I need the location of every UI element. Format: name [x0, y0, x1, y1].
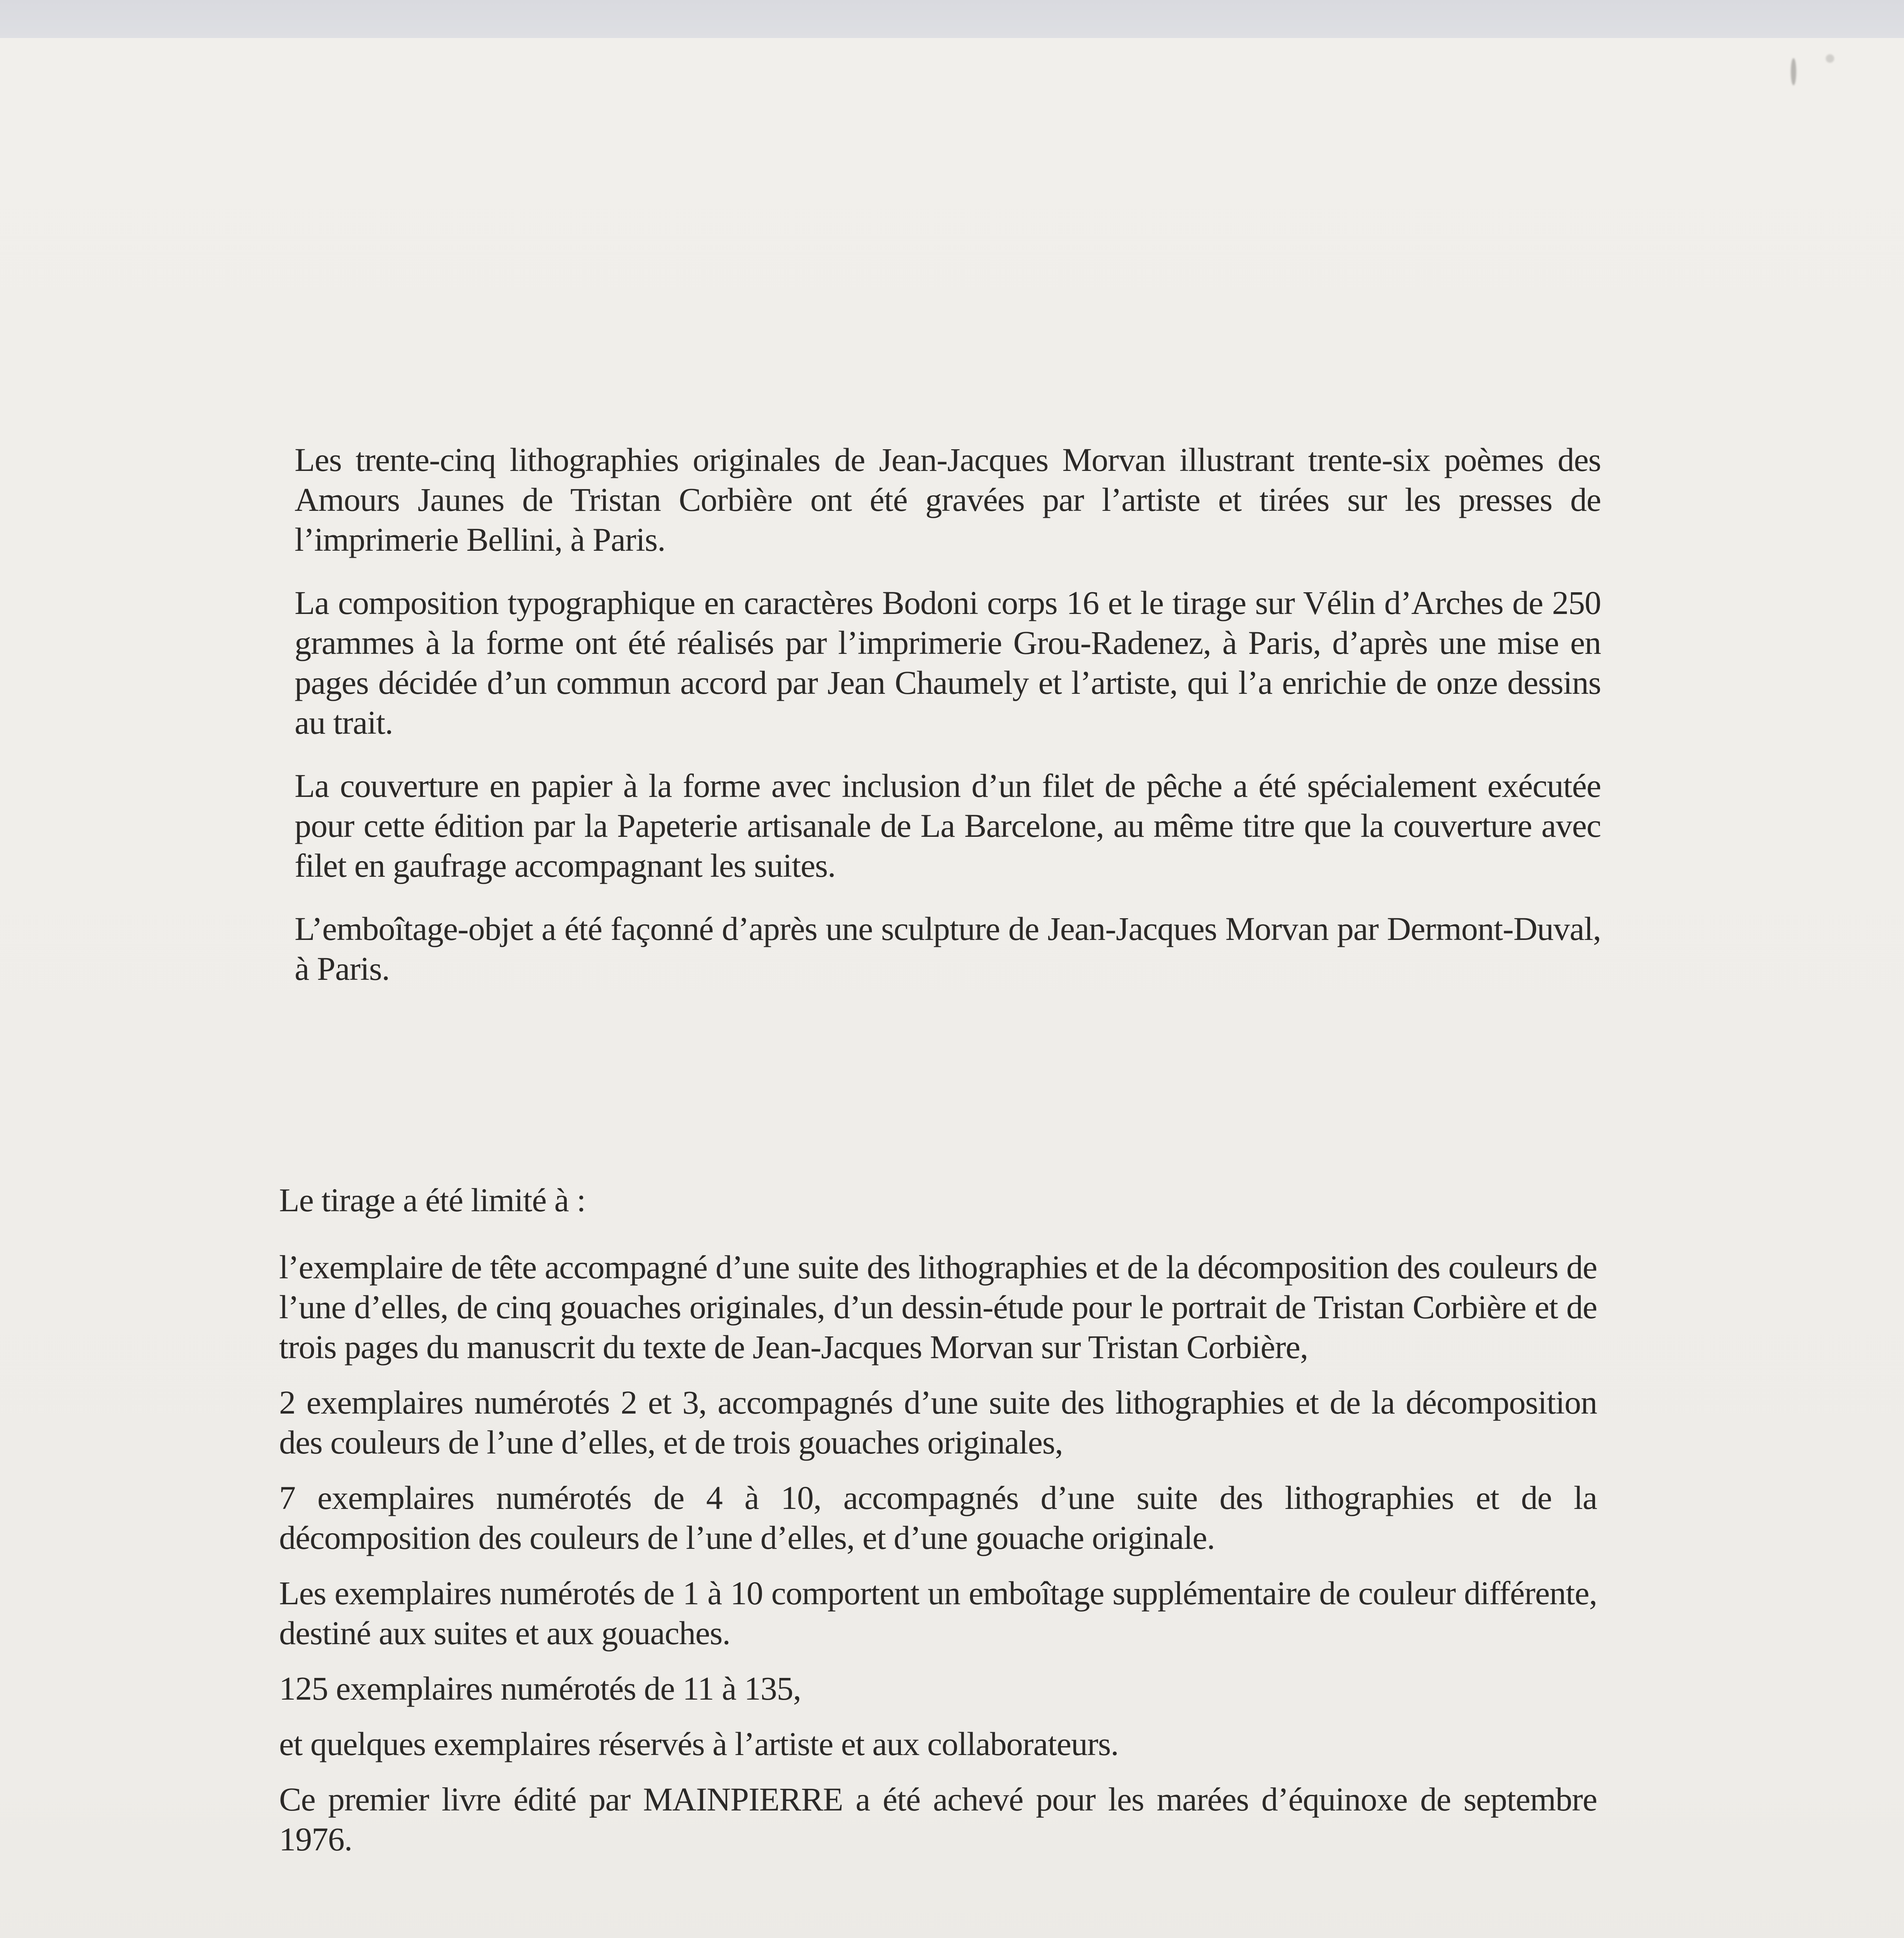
paper-blemish: [1826, 54, 1834, 63]
print-run-item: 7 exemplaires numérotés de 4 à 10, accompagnés d’une suite des lithographies et de la décomposition des couleurs de l’une d’elles, et d’une gouache originale.: [279, 1479, 1597, 1556]
colophon-paragraph-typography: La composition typographique en caractères Bodoni corps 16 et le tirage sur Vélin d’Arches de 250 grammes à la forme ont été réalisés par l’imprimerie Grou-Radenez, à Paris, d’après une mise en pages décidée d’un commun accord par Jean Chaumely et l’artiste, qui l’a enrichie de onze dessins au trait.: [295, 584, 1601, 741]
print-run-item: et quelques exemplaires réservés à l’artiste et aux collaborateurs.: [279, 1725, 1119, 1762]
colophon-paragraph-cover: La couverture en papier à la forme avec inclusion d’un filet de pêche a été spécialement exécutée pour cette édition par la Papeterie artisanale de La Barcelone, au même titre que la couverture avec filet en gaufrage accompagnant les suites.: [295, 767, 1601, 884]
print-run-item: 2 exemplaires numérotés 2 et 3, accompagnés d’une suite des lithographies et de la décomposition des couleurs de l’une d’elles, et de trois gouaches originales,: [279, 1384, 1597, 1461]
print-run-section: [279, 1180, 1597, 1859]
achevement-statement: Ce premier livre édité par MAINPIERRE a été achevé pour les marées d’équinoxe de septembre 1976.: [279, 1781, 1597, 1858]
colophon-paragraph-lithographs: Les trente-cinq lithographies originales de Jean-Jacques Morvan illustrant trente-six poèmes des Amours Jaunes de Tristan Corbière ont été gravées par l’artiste et tirées sur les presses de l’imprimerie Bellini, à Paris.: [295, 441, 1601, 558]
print-run-item: 125 exemplaires numérotés de 11 à 135,: [279, 1670, 801, 1707]
print-run-item: Les exemplaires numérotés de 1 à 10 comportent un emboîtage supplémentaire de couleur différente, destiné aux suites et aux gouaches.: [279, 1574, 1597, 1652]
colophon-paragraph-case: L’emboîtage-objet a été façonné d’après une sculpture de Jean-Jacques Morvan par Dermont-Duval, à Paris.: [295, 910, 1601, 987]
print-run-item: l’exemplaire de tête accompagné d’une suite des lithographies et de la décomposition des couleurs de l’une d’elles, de cinq gouaches originales, d’un dessin-étude pour le portrait de Tristan Corbière et de trois pages du manuscrit du texte de Jean-Jacques Morvan sur Tristan Corbière,: [279, 1248, 1597, 1366]
colophon-section: [295, 440, 1601, 989]
paper-blemish: [1791, 58, 1796, 85]
background-surface: [0, 0, 1904, 38]
print-run-intro: Le tirage a été limité à :: [279, 1181, 586, 1219]
